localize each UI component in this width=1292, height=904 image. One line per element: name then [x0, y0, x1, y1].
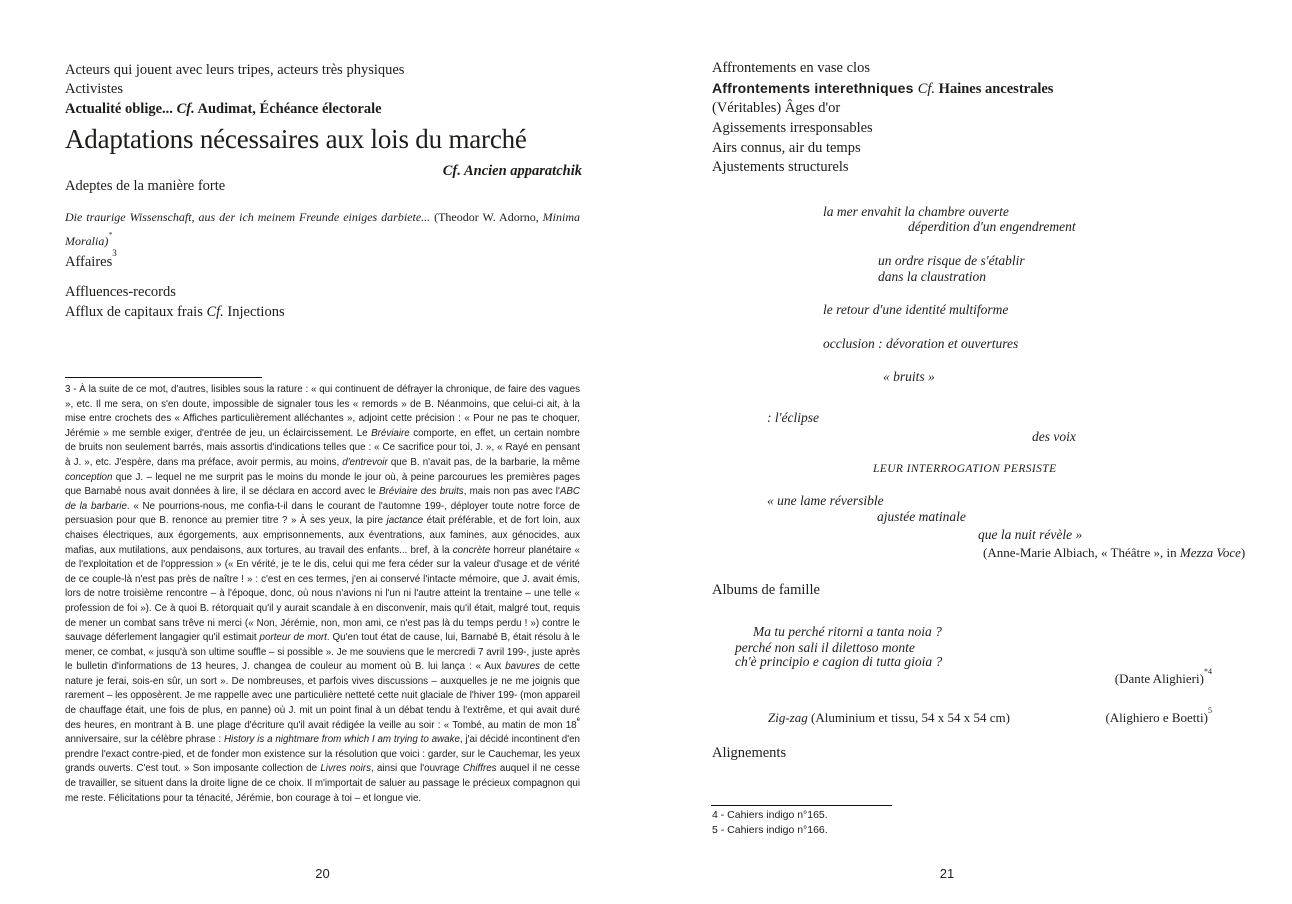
- poem-line: : l'éclipse: [767, 410, 819, 425]
- poem-line: la mer envahit la chambre ouverte: [823, 204, 1009, 219]
- entry-text: Haines ancestrales: [935, 81, 1054, 97]
- page-number-left: 20: [315, 866, 330, 881]
- poem-line: perché non sali il dilettoso monte: [735, 640, 915, 655]
- poem-attribution-albiach: (Anne-Marie Albiach, « Théâtre », in Mezza Voce): [983, 545, 1246, 560]
- index-entry-affaires: Affaires$^3$: [65, 248, 117, 270]
- index-entry-activistes: Activistes: [65, 81, 123, 97]
- index-entry-ajustements: Ajustements structurels: [712, 159, 849, 175]
- index-entry-actualite: [65, 100, 382, 118]
- index-entry-interethniques: [712, 79, 1053, 99]
- entry-text: Afflux de capitaux frais: [65, 304, 207, 320]
- poem-line-caps: LEUR INTERROGATION PERSISTE: [873, 463, 1057, 475]
- index-entry-affluences: Affluences-records: [65, 284, 176, 300]
- page-number-right: 21: [939, 866, 955, 881]
- entry-headword-bold: Affrontements interethniques: [712, 80, 918, 96]
- poem-line: des voix: [1032, 429, 1076, 444]
- poem-line: le retour d'une identité multiforme: [823, 302, 1009, 317]
- poem-line: Ma tu perché ritorni a tanta noia ?: [753, 624, 942, 639]
- poem-line: « une lame réversible: [767, 493, 884, 508]
- epigraph-adorno-line2: Moralia)*: [65, 229, 113, 248]
- entry-text: Audimat, Échéance électorale: [194, 101, 382, 117]
- entry-text: Injections: [223, 304, 285, 320]
- index-entry-vase-clos: Affrontements en vase clos: [712, 60, 870, 76]
- index-entry-airs: Airs connus, air du temps: [712, 140, 861, 156]
- poem-line: un ordre risque de s'établir: [878, 253, 1025, 268]
- cf-reference: Cf.: [917, 81, 936, 97]
- epigraph-adorno-line1: Die traurige Wissenschaft, aus der ich meinem Freunde einiges darbiete... (Theodor W. Adorno, Minima: [65, 210, 580, 224]
- footnote-3-text: 3 - À la suite de ce mot, d'autres, lisibles sous la rature : « qui continuent de défrayer la chronique, de faire des vagues », etc. Il me sera, on s'en doute, impossible de signaler tous les « remords » de B. Néanmoins, que celui-ci ait, à la mise entre crochets des « Affiches particulièrement alléchantes », adjoint cette précision : « Pour ne pas te choquer, Jérémie » me semble exiger, d'entrée de jeu, un éclaircissement. Le Bréviaire comporte, en effet, un certain nombre de bruits non seulement barrés, mais assortis d'indications telles que : « Ce sacrifice pour toi, J. », « Rayé en pensant à J. », etc. J'espère, dans ma préface, avoir permis, au moins, d'entrevoir que B. n'avait pas, de la barbarie, la même conception que J. – lequel ne me surprit pas le moins du monde le jour où, à peine parcourues les premières pages que Barnabé nous avait données à lire, il se déclara en accord avec le Bréviaire des bruits, mais non pas avec l'ABC de la barbarie. « Ne pourrions-nous, me confia-t-il dans le courant de l'automne 199-, déployer toute notre force de persuasion pour que B. renonce au premier titre ? » À ses yeux, la pire jactance était préférable, et de fort loin, aux chaises électriques, aux égorgements, aux emprisonnements, aux éventrations, aux famines, aux génocides, aux mafias, aux mutilations, aux pendaisons, aux tortures, au travail des enfants... bref, à la concrète horreur planétaire « de l'exploitation et de l'oppression » (« En vérité, je te le dis, celui qui me fera céder sur la valeur d'usage et de vérité de ce couple-là n'est pas près de naître ! » : c'est en ces termes, j'en ai conservé l'intacte mémoire, que J. avait émis, lors de notre troisième rencontre – à l'époque, donc, où nous n'avions ni l'un ni l'autre atteint la trentaine – une telle « profession de foi »). Ce à quoi B. rétorquait qu'il y aurait scandale à en disconvenir, mais qu'il était, malgré tout, requis de mener un combat sans trêve ni merci (« Non, Jérémie, non, mon ami, ce n'est pas là du temps perdu ! ») contre le sauvage déferlement langagier qu'il estimait porteur de mort. Qu'en tout état de cause, lui, Barnabé B, était résolu à le mener, ce combat, « jusqu'à son ultime souffle – si possible ». Je me souviens que le mercredi 7 avril 199-, juste après le bulletin d'informations de 13 heures, J. changea de couleur au moment où B. lui lança : « Aux bavures de cette nature je ferai, sois-en sûr, un sort ». De nombreuses, et parfois vives discussions – auxquelles je ne me joignis que rarement – les opposèrent. Je me rappelle avec une particulière netteté cette nuit glaciale de l'hiver 199- (mon appareil de chauffage était, une fois de plus, en panne) où J. mit un point final à un débat tendu à l'extrême, et qui avait duré des heures, en montrant à B. une plage d'écriture qu'il avait rédigée la veille au soir : « Tombé, au matin de mon 18e anniversaire, sur la célèbre phrase : History is a nightmare from which I am trying to awake, j'ai décidé incontinent d'en prendre l'exact contre-pied, et de fonder mon existence sur la résolution que voici : garder, sur le Cauchemar, les yeux grands ouverts. C'est tout. » Son imposante collection de Livres noirs, ainsi que l'ouvrage Chiffres auquel il ne cesse de travailler, se situent dans la droite ligne de ce choix. Il m'importait de saluer au passage le précieux compagnon qui me reste. Félicitations pour ta ténacité, Jérémie, bon courage à toi – et longue vie.: [65, 384, 581, 804]
- index-entry-afflux: [65, 303, 285, 321]
- entry-text: Actualité oblige...: [65, 101, 177, 117]
- index-headword-title: Adaptations nécessaires aux lois du marché: [65, 124, 527, 154]
- index-entry-ages-dor: (Véritables) Âges d'or: [712, 100, 841, 116]
- artwork-caption: Zig-zag (Aluminium et tissu, 54 x 54 x 54 cm): [768, 710, 1010, 725]
- footnote-4-text: 4 - Cahiers indigo n°165.: [712, 809, 828, 821]
- poem-attribution-dante: (Dante Alighieri)$^{*4}$: [1114, 667, 1212, 686]
- poem-line: ch'è principio e cagion di tutta gioia ?: [735, 654, 943, 669]
- poem-line: ajustée matinale: [877, 509, 966, 524]
- title-cross-reference: Cf. Ancien apparatchik: [442, 163, 582, 179]
- index-entry-acteurs: Acteurs qui jouent avec leurs tripes, acteurs très physiques: [65, 62, 405, 78]
- index-entry-alignements: Alignements: [712, 745, 787, 761]
- cf-reference: Cf.: [176, 101, 195, 117]
- index-entry-agissements: Agissements irresponsables: [712, 120, 873, 136]
- cf-reference: Cf.: [206, 304, 224, 320]
- poem-line: que la nuit révèle »: [978, 527, 1083, 542]
- index-entry-albums: Albums de famille: [712, 582, 820, 598]
- footnote-5-text: 5 - Cahiers indigo n°166.: [712, 824, 828, 836]
- poem-line: dans la claustration: [878, 269, 987, 284]
- poem-line: « bruits »: [883, 369, 935, 384]
- footnote-rule: [711, 805, 892, 806]
- poem-line: déperdition d'un engendrement: [908, 219, 1076, 234]
- footnote-rule: [65, 377, 262, 378]
- index-entry-adeptes: Adeptes de la manière forte: [65, 178, 226, 194]
- artwork-attribution: (Alighiero e Boetti)$^5$: [1105, 706, 1212, 725]
- poem-line: occlusion : dévoration et ouvertures: [823, 336, 1019, 351]
